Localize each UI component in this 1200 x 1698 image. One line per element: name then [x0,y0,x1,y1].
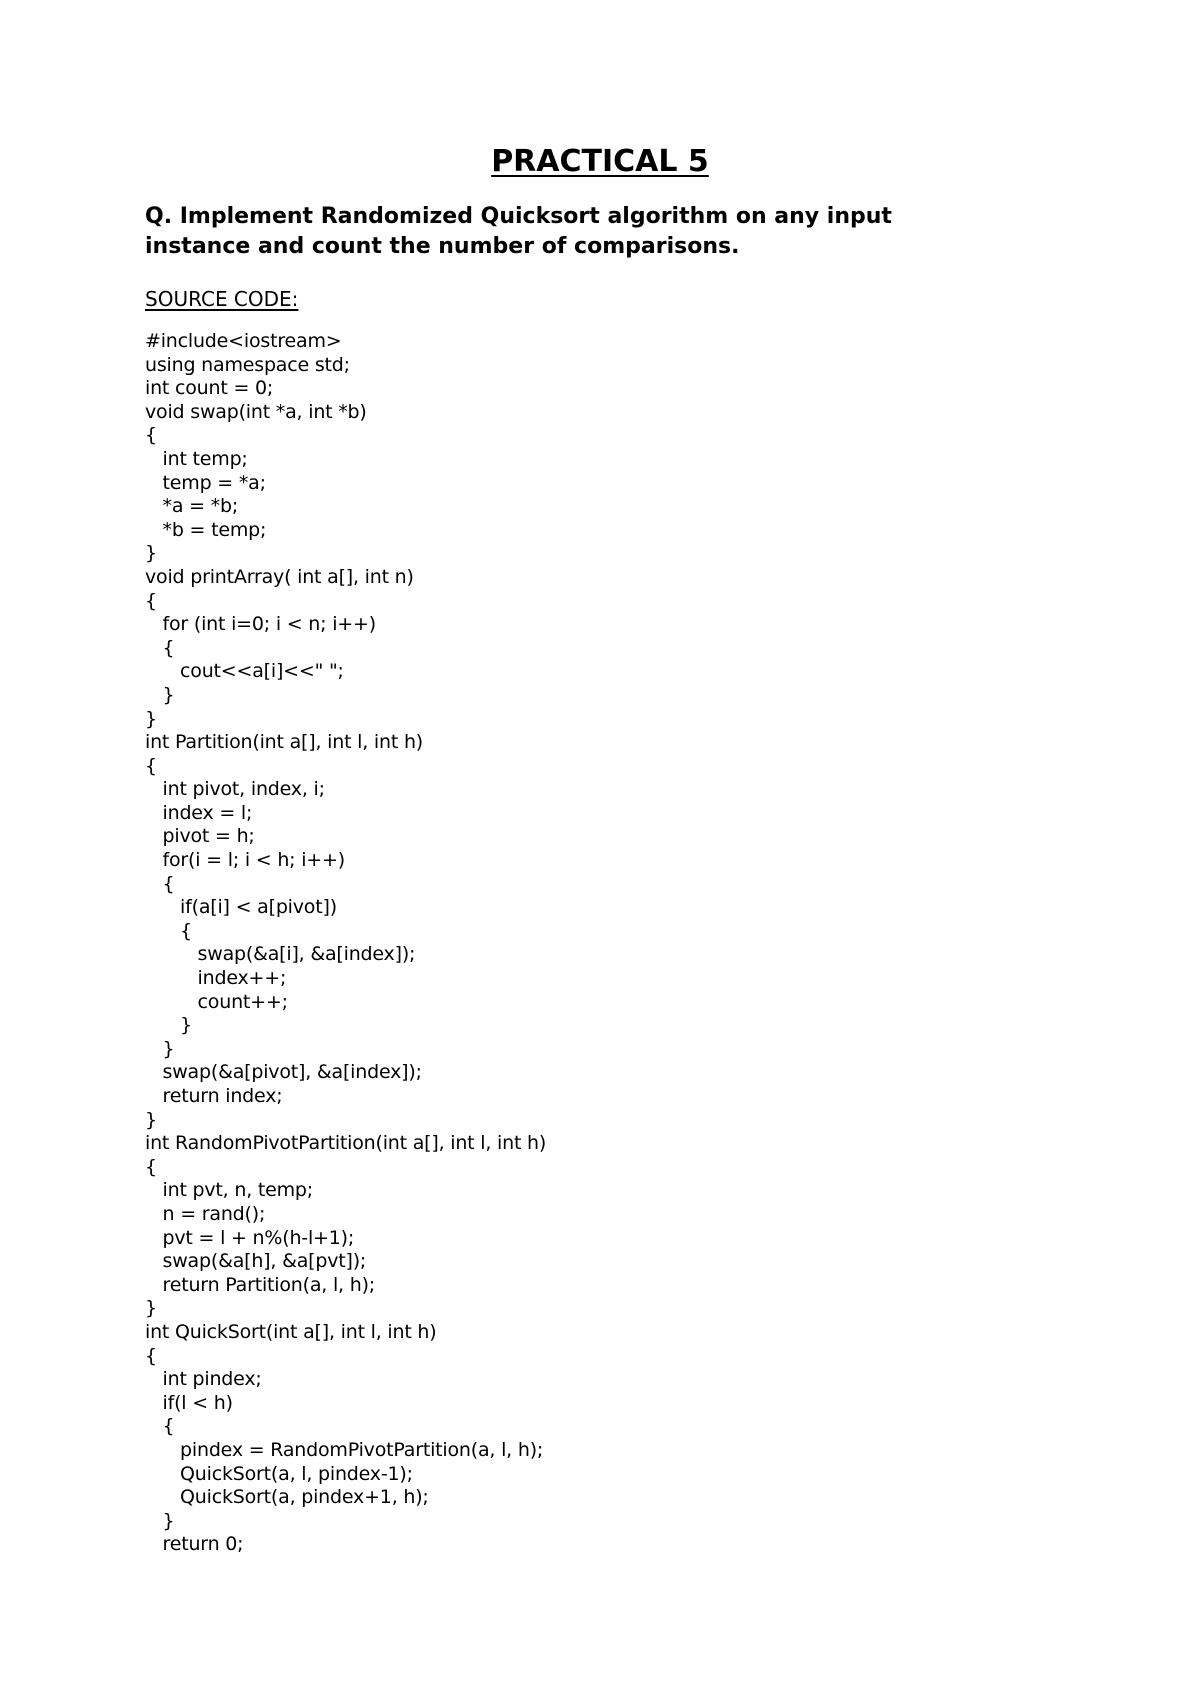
code-line: } [145,1108,157,1131]
code-line: { [145,1344,157,1367]
code-line: { [145,754,157,777]
code-line: return 0; [145,1533,244,1556]
code-line: } [145,1509,175,1532]
code-line: n = rand(); [145,1202,266,1225]
code-line: index++; [145,967,287,990]
code-line: int QuickSort(int a[], int l, int h) [145,1320,437,1343]
code-line: count++; [145,990,288,1013]
code-line: for (int i=0; i < n; i++) [145,613,376,636]
code-line: int pivot, index, i; [145,778,325,801]
code-line: QuickSort(a, pindex+1, h); [145,1486,429,1509]
code-line: return Partition(a, l, h); [145,1273,375,1296]
code-line: index = l; [145,801,253,824]
code-line: #include<iostream> [145,330,342,352]
code-line: swap(&a[h], &a[pvt]); [145,1250,367,1273]
code-line: { [145,636,175,659]
code-line: } [145,683,175,706]
page-title: PRACTICAL 5 [491,144,709,179]
code-line: } [145,707,157,730]
code-line: { [145,424,157,447]
code-line: { [145,872,175,895]
code-line: *a = *b; [145,495,239,518]
code-line: { [145,1415,175,1438]
code-line: } [145,1014,192,1037]
code-line: pivot = h; [145,825,255,848]
code-line: int Partition(int a[], int l, int h) [145,731,423,754]
code-line: if(l < h) [145,1391,233,1414]
code-line: int pvt, n, temp; [145,1179,313,1202]
code-line: return index; [145,1085,283,1107]
code-line: swap(&a[pivot], &a[index]); [145,1061,422,1084]
code-line: int pindex; [145,1368,262,1391]
code-line: *b = temp; [145,518,267,541]
code-line: if(a[i] < a[pivot]) [145,896,337,919]
code-line: swap(&a[i], &a[index]); [145,943,416,966]
code-line: } [145,542,157,565]
code-line: for(i = l; i < h; i++) [145,849,345,872]
question-line-2: instance and count the number of comparisons. [145,234,740,259]
code-line: void swap(int *a, int *b) [145,400,367,423]
code-line: { [145,589,157,612]
question-text [145,202,1045,262]
code-line: temp = *a; [145,471,266,494]
code-line: pvt = l + n%(h-l+1); [145,1226,355,1249]
code-line: pindex = RandomPivotPartition(a, l, h); [145,1438,544,1461]
code-line: QuickSort(a, l, pindex-1); [145,1462,413,1485]
code-line: } [145,1297,157,1320]
code-line: void printArray( int a[], int n) [145,565,414,588]
code-line: int count = 0; [145,377,274,400]
code-line: cout<<a[i]<<" "; [145,660,344,683]
code-line: using namespace std; [145,353,350,376]
code-line: } [145,1037,175,1060]
source-code-heading: SOURCE CODE: [145,287,299,311]
code-line: { [145,1155,157,1178]
code-line: int RandomPivotPartition(int a[], int l, int h) [145,1132,547,1155]
source-code-block [145,330,1045,1557]
code-line: { [145,919,192,942]
question-line-1: Q. Implement Randomized Quicksort algorithm on any input [145,204,892,229]
code-line: int temp; [145,447,248,470]
